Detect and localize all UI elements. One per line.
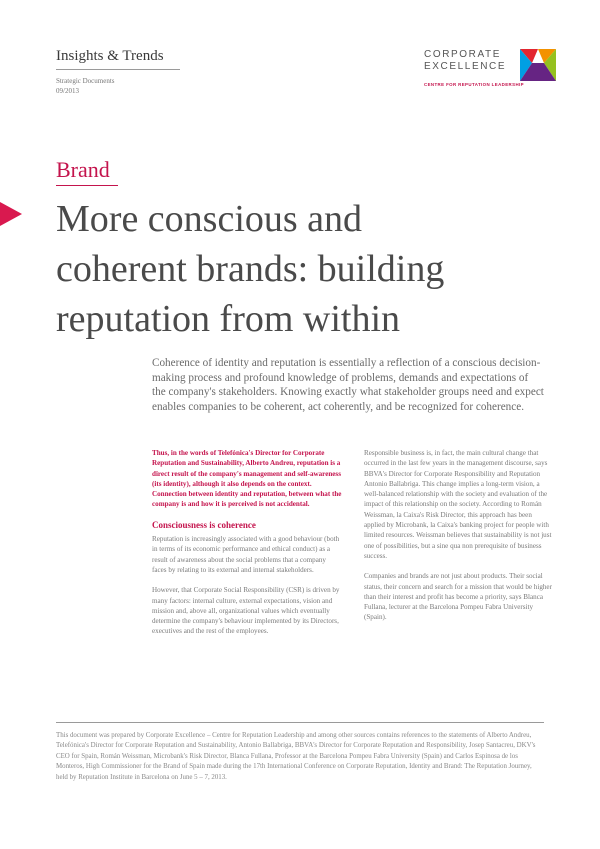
title-line: More conscious and [56, 198, 363, 240]
subheading: Consciousness is coherence [152, 519, 256, 530]
logo-line1: CORPORATE [424, 49, 501, 60]
logo-wordmark [424, 49, 506, 73]
series-date: 09/2013 [56, 87, 79, 95]
section-label: Brand [56, 157, 110, 182]
right-column [364, 448, 554, 633]
title-line: coherent brands: building [56, 248, 445, 290]
body-paragraph: Companies and brands are not just about products. Their social status, their concern and search for a mission that would be higher than their interest and profit has become a priority, says Blanca Fullana, lecturer at the Barcelona Pompeu Fabra University (Spain). [364, 572, 552, 622]
section-underline [56, 185, 118, 186]
title-line: reputation from within [56, 298, 401, 340]
header-block [56, 48, 180, 96]
title-marker-icon [0, 202, 22, 226]
series-subtitle-line1: Strategic Documents [56, 77, 115, 85]
document-title [56, 194, 536, 344]
lead-paragraph: Coherence of identity and reputation is essentially a reflection of a conscious decision-making process and profound knowledge of problems, demands and expectations of the company's stakeholders. Knowing exactly what stakeholder groups need and expect enables companies to be coherent, act coherently, and be recognized for coherence. [152, 357, 544, 413]
left-column [152, 448, 342, 647]
footer-note: This document was prepared by Corporate Excellence – Centre for Reputation Leadership and among other sources contains references to the statements of Alberto Andreu, Telefónica's Director for Corporate Reputation and Sustainability, Antonio Ballabriga, BBVA's Director for Corporate Reputation and Responsibility, Josep Santacreu, DKV's CEO for Spain, Román Weissman, Microbank's Risk Director, Blanca Fullana, Professor at the Barcelona Pompeu Fabra University (Spain) and Carlos Espinosa de los Monteros, High Commissioner for the Brand of Spain made during the 17th International Conference on Corporate Reputation, Identity and Brand: The Reputation Journey, held by Reputation Institute in Barcelona on June 5 – 7, 2013. [56, 732, 536, 781]
footer-divider [56, 722, 544, 723]
logo-tagline: CENTRE FOR REPUTATION LEADERSHIP [424, 82, 524, 87]
logo-line2: EXCELLENCE [424, 61, 507, 72]
pull-quote: Thus, in the words of Telefónica's Director for Corporate Reputation and Sustainability, Alberto Andreu, reputation is a direct result of the company's management and self-awareness (its identity), although it also depends on the context. Connection between identity and reputation, between what the company is and how it is perceived is not accidental. [152, 449, 342, 509]
corporate-excellence-logo [424, 49, 560, 94]
body-paragraph: However, that Corporate Social Responsibility (CSR) is driven by many factors: internal culture, external expectations, vision and mission and, above all, organizational values which eventually determine the company's behaviour implemented by its Directors, executives and the rest of the employees. [152, 586, 340, 636]
body-paragraph: Reputation is increasingly associated with a good behaviour (both in terms of its economic performance and ethical conduct) as a result of awareness about the social problems that a company faces by relating to its external and internal stakeholders. [152, 535, 340, 574]
series-subtitle [56, 76, 180, 96]
series-title: Insights & Trends [56, 48, 180, 70]
logo-mark-icon [520, 49, 556, 81]
body-paragraph: Responsible business is, in fact, the main cultural change that occurred in the last few years in the management discourse, says BBVA's Director for Corporate Responsibility and Reputation Antonio Ballabriga. This change implies a long-term vision, a well-balanced relationship with the society and evaluation of the impact of this relationship on the society. According to Román Weissman, la Caixa's Risk Director, this approach has been applied by Microbank, la Caixa's banking project for people with limited resources. Weissman believes that sustainability is not just one of possibilities, but a sine qua non prerequisite of business success. [364, 449, 552, 560]
